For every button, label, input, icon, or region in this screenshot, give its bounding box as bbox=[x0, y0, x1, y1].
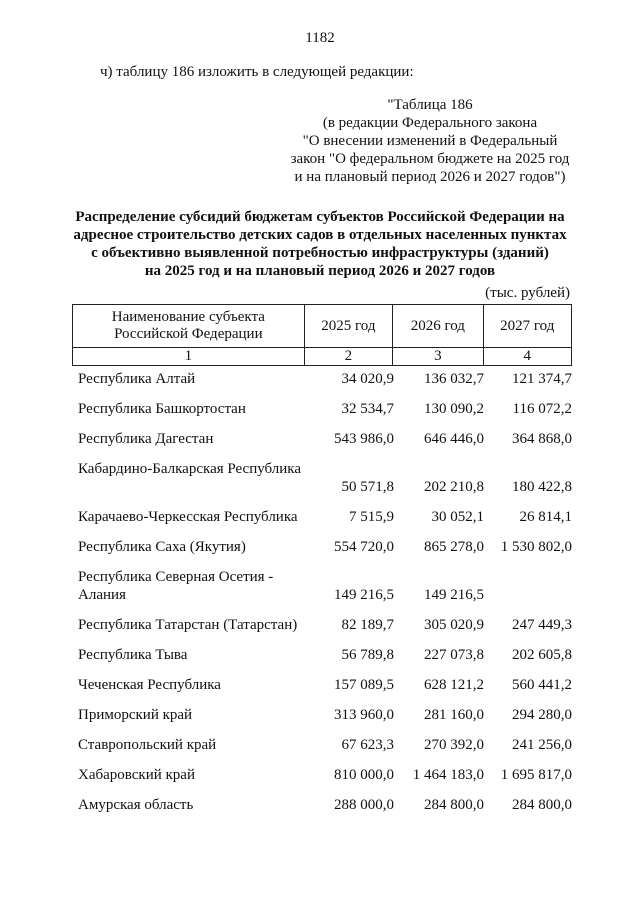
table-reference-line: (в редакции Федерального закона bbox=[322, 115, 538, 131]
value-2025: 554 720,0 bbox=[334, 539, 394, 555]
region-name: Республика Северная Осетия - Алания bbox=[78, 569, 274, 603]
title-line: на 2025 год и на плановый период 2026 и 2027 годов bbox=[144, 263, 496, 279]
value-2026: 865 278,0 bbox=[424, 539, 484, 555]
table-row bbox=[78, 616, 574, 634]
header-number: 1 bbox=[73, 348, 305, 366]
value-2026: 646 446,0 bbox=[424, 431, 484, 447]
value-2026: 270 392,0 bbox=[424, 737, 484, 753]
value-2026: 284 800,0 bbox=[424, 797, 484, 813]
value-2027: 1 695 817,0 bbox=[500, 767, 572, 783]
value-2025: 7 515,9 bbox=[349, 509, 394, 525]
value-2027: 121 374,7 bbox=[512, 371, 572, 387]
table-row bbox=[78, 460, 574, 496]
value-2027: 1 530 802,0 bbox=[500, 539, 572, 555]
value-2027: 241 256,0 bbox=[512, 737, 572, 753]
value-2025: 157 089,5 bbox=[334, 677, 394, 693]
header-number: 2 bbox=[304, 348, 392, 366]
value-2026: 305 020,9 bbox=[424, 617, 484, 633]
title-line: адресное строительство детских садов в отдельных населенных пунктах bbox=[73, 227, 567, 243]
region-name: Хабаровский край bbox=[78, 767, 195, 783]
table-reference bbox=[280, 96, 580, 186]
table-row bbox=[78, 568, 574, 604]
value-2027: 202 605,8 bbox=[512, 647, 572, 663]
table-row bbox=[78, 646, 574, 664]
value-2025: 82 189,7 bbox=[341, 617, 394, 633]
region-name: Республика Татарстан (Татарстан) bbox=[78, 617, 298, 633]
value-2025: 50 571,8 bbox=[341, 479, 394, 495]
value-2025: 149 216,5 bbox=[334, 587, 394, 603]
amendment-intro: ч) таблицу 186 изложить в следующей редакции: bbox=[100, 64, 414, 80]
value-2026: 1 464 183,0 bbox=[412, 767, 484, 783]
header-2025: 2025 год bbox=[304, 305, 392, 348]
value-2025: 34 020,9 bbox=[341, 371, 394, 387]
region-name: Республика Алтай bbox=[78, 371, 196, 387]
value-2026: 30 052,1 bbox=[431, 509, 484, 525]
region-name: Республика Саха (Якутия) bbox=[78, 539, 246, 555]
header-number: 3 bbox=[393, 348, 483, 366]
value-2025: 67 623,3 bbox=[341, 737, 394, 753]
table-reference-line: закон "О федеральном бюджете на 2025 год bbox=[290, 151, 570, 167]
table-header bbox=[72, 304, 572, 366]
value-2027: 560 441,2 bbox=[512, 677, 572, 693]
table-row bbox=[78, 706, 574, 724]
value-2026: 136 032,7 bbox=[424, 371, 484, 387]
region-name: Кабардино-Балкарская Республика bbox=[78, 461, 302, 477]
value-2027: 284 800,0 bbox=[512, 797, 572, 813]
value-2027: 364 868,0 bbox=[512, 431, 572, 447]
value-2025: 810 000,0 bbox=[334, 767, 394, 783]
table-reference-line: "О внесении изменений в Федеральный bbox=[302, 133, 558, 149]
value-2026: 202 210,8 bbox=[424, 479, 484, 495]
region-name: Карачаево-Черкесская Республика bbox=[78, 509, 298, 525]
header-number: 4 bbox=[483, 348, 571, 366]
value-2025: 313 960,0 bbox=[334, 707, 394, 723]
region-name: Ставропольский край bbox=[78, 737, 217, 753]
table-row bbox=[78, 676, 574, 694]
title-line: с объективно выявленной потребностью инфраструктуры (зданий) bbox=[91, 245, 549, 261]
value-2027: 247 449,3 bbox=[512, 617, 572, 633]
value-2026: 281 160,0 bbox=[424, 707, 484, 723]
header-2026: 2026 год bbox=[393, 305, 483, 348]
value-2025: 288 000,0 bbox=[334, 797, 394, 813]
value-2026: 227 073,8 bbox=[424, 647, 484, 663]
table-row bbox=[78, 796, 574, 814]
value-2027: 26 814,1 bbox=[519, 509, 572, 525]
value-2027: 180 422,8 bbox=[512, 479, 572, 495]
header-2027: 2027 год bbox=[483, 305, 571, 348]
table-row bbox=[78, 430, 574, 448]
header-region: Наименование субъекта Российской Федерации bbox=[73, 305, 305, 348]
region-name: Чеченская Республика bbox=[78, 677, 221, 693]
value-2025: 56 789,8 bbox=[341, 647, 394, 663]
region-name: Республика Тыва bbox=[78, 647, 188, 663]
table-row bbox=[78, 508, 574, 526]
value-2026: 628 121,2 bbox=[424, 677, 484, 693]
document-title bbox=[50, 208, 590, 280]
region-name: Амурская область bbox=[78, 797, 194, 813]
value-2027: 116 072,2 bbox=[512, 401, 572, 417]
title-line: Распределение субсидий бюджетам субъектов Российской Федерации на bbox=[75, 209, 565, 225]
value-2027: 294 280,0 bbox=[512, 707, 572, 723]
units-label: (тыс. рублей) bbox=[485, 285, 570, 301]
value-2025: 543 986,0 bbox=[334, 431, 394, 447]
table-row bbox=[78, 370, 574, 388]
region-name: Приморский край bbox=[78, 707, 193, 723]
table-row bbox=[78, 766, 574, 784]
table-reference-line: и на плановый период 2026 и 2027 годов") bbox=[294, 169, 566, 185]
value-2026: 149 216,5 bbox=[424, 587, 484, 603]
value-2025: 32 534,7 bbox=[341, 401, 394, 417]
table-reference-line: "Таблица 186 bbox=[387, 97, 473, 113]
table-row bbox=[78, 538, 574, 556]
table-row bbox=[78, 736, 574, 754]
table-row bbox=[78, 400, 574, 418]
region-name: Республика Башкортостан bbox=[78, 401, 246, 417]
value-2026: 130 090,2 bbox=[424, 401, 484, 417]
region-name: Республика Дагестан bbox=[78, 431, 214, 447]
page-number: 1182 bbox=[305, 30, 335, 46]
